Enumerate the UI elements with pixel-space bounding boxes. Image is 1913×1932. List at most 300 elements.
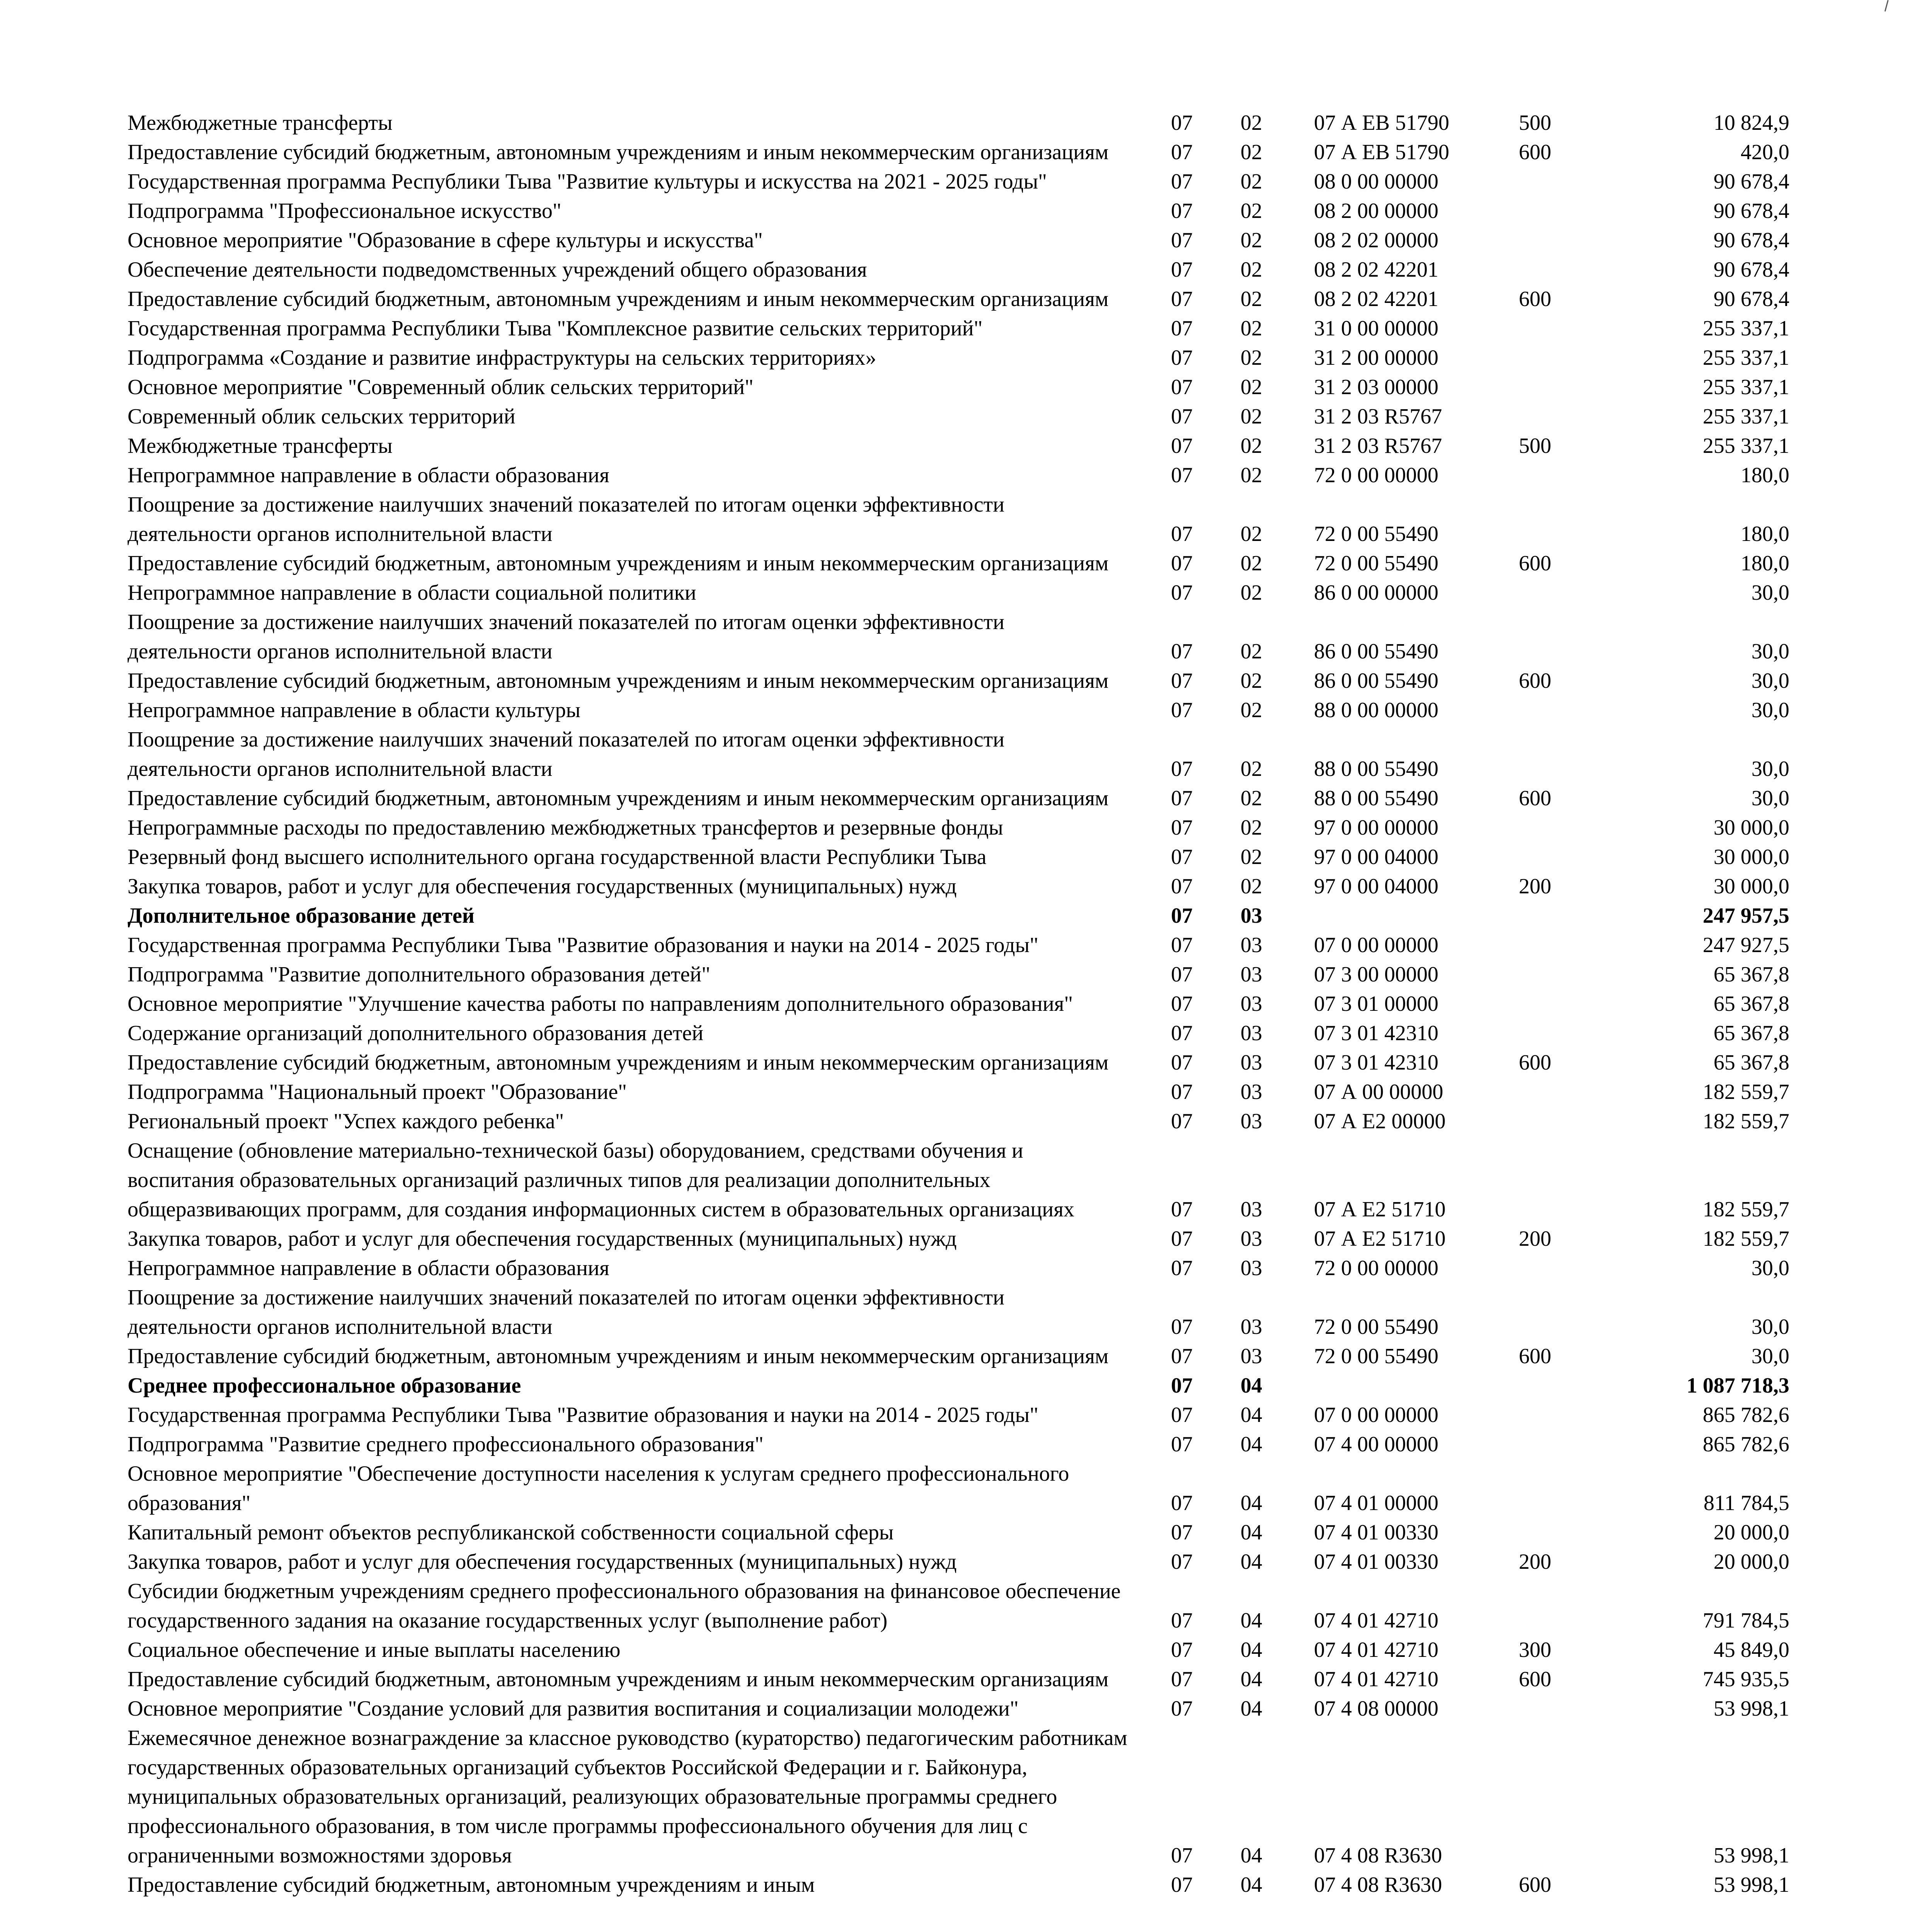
row-name: Оснащение (обновление материально-технической базы) оборудованием, средствами обучения и воспитания образовательных организаций различных типов для реализации дополнительных общеразвивающих программ, для создания информационных систем в образовательных организациях [128, 1139, 1074, 1221]
row-name: Межбюджетные трансферты [128, 434, 393, 458]
amount: 865 782,6 [1703, 1432, 1789, 1456]
subsection-code: 03 [1241, 933, 1262, 957]
subsection-code: 04 [1241, 1667, 1262, 1691]
expense-type-code: 600 [1519, 669, 1551, 693]
target-article-code: 08 0 00 00000 [1314, 170, 1438, 194]
table-row [128, 725, 1789, 784]
expense-type-code: 200 [1519, 874, 1551, 898]
target-article-code: 72 0 00 55490 [1314, 1344, 1438, 1368]
section-code: 07 [1171, 874, 1193, 898]
section-code: 07 [1171, 287, 1193, 311]
row-name: Основное мероприятие "Улучшение качества работы по направлениям дополнительного образования" [128, 992, 1073, 1016]
table-row [128, 930, 1789, 960]
expense-type-code: 600 [1519, 1873, 1551, 1897]
expense-type-code: 500 [1519, 434, 1551, 458]
row-name: Основное мероприятие "Образование в сфере культуры и искусства" [128, 228, 763, 252]
subsection-code: 04 [1241, 1844, 1262, 1867]
target-article-code: 97 0 00 04000 [1314, 874, 1438, 898]
target-article-code: 86 0 00 00000 [1314, 581, 1438, 605]
subsection-code: 03 [1241, 1051, 1262, 1075]
subsection-code: 04 [1241, 1638, 1262, 1662]
section-code: 07 [1171, 1550, 1193, 1574]
subsection-code: 02 [1241, 434, 1262, 458]
subsection-code: 02 [1241, 581, 1262, 605]
table-row [128, 1077, 1789, 1107]
amount: 1 087 718,3 [1687, 1374, 1789, 1398]
amount: 247 927,5 [1703, 933, 1789, 957]
row-name: Непрограммное направление в области образования [128, 463, 609, 487]
target-article-code: 07 А ЕВ 51790 [1314, 111, 1449, 135]
section-code: 07 [1171, 581, 1193, 605]
subsection-code: 02 [1241, 405, 1262, 429]
table-row [128, 1400, 1789, 1430]
amount: 30,0 [1751, 1256, 1789, 1280]
section-code: 07 [1171, 228, 1193, 252]
amount: 30 000,0 [1714, 845, 1789, 869]
section-code: 07 [1171, 845, 1193, 869]
row-name: Предоставление субсидий бюджетным, автономным учреждениям и иным некоммерческим организациям [128, 551, 1109, 575]
amount: 30,0 [1751, 786, 1789, 810]
section-code: 07 [1171, 346, 1193, 370]
subsection-code: 02 [1241, 170, 1262, 194]
row-name: Предоставление субсидий бюджетным, автономным учреждениям и иным некоммерческим организациям [128, 1051, 1109, 1075]
amount: 255 337,1 [1703, 346, 1789, 370]
row-name: Поощрение за достижение наилучших значений показателей по итогам оценки эффективности деятельности органов исполнительной власти [128, 728, 1005, 781]
target-article-code: 07 А ЕВ 51790 [1314, 140, 1449, 164]
row-name: Ежемесячное денежное вознаграждение за классное руководство (кураторство) педагогическим работникам государственных образовательных организаций субъектов Российской Федерации и г. Байконура, муниципальных образовательных организаций, реализующих образовательные программы среднего профессионального образования, в том числе программы профессионального обучения для лиц с ограниченными возможностями здоровья [128, 1726, 1127, 1867]
row-name: Предоставление субсидий бюджетным, автономным учреждениям и иным некоммерческим организациям [128, 1344, 1109, 1368]
table-row [128, 1253, 1789, 1283]
subsection-code: 02 [1241, 816, 1262, 840]
section-code: 07 [1171, 669, 1193, 693]
row-name: Государственная программа Республики Тыва "Развитие образования и науки на 2014 - 2025 годы" [128, 933, 1038, 957]
subsection-code: 03 [1241, 1256, 1262, 1280]
expense-type-code: 600 [1519, 786, 1551, 810]
section-code: 07 [1171, 1051, 1193, 1075]
table-row [128, 696, 1789, 725]
amount: 65 367,8 [1714, 1051, 1789, 1075]
target-article-code: 88 0 00 55490 [1314, 757, 1438, 781]
scan-artifact [1884, 0, 1889, 12]
subsection-code: 03 [1241, 1080, 1262, 1104]
section-code: 07 [1171, 522, 1193, 546]
subsection-code: 02 [1241, 140, 1262, 164]
subsection-code: 02 [1241, 463, 1262, 487]
subsection-code: 02 [1241, 111, 1262, 135]
row-name: Государственная программа Республики Тыва "Комплексное развитие сельских территорий" [128, 316, 983, 340]
row-name: Непрограммные расходы по предоставлению межбюджетных трансфертов и резервные фонды [128, 816, 1003, 840]
row-name: Поощрение за достижение наилучших значений показателей по итогам оценки эффективности деятельности органов исполнительной власти [128, 610, 1005, 663]
target-article-code: 07 4 01 00000 [1314, 1491, 1438, 1515]
table-row [128, 1518, 1789, 1547]
expense-type-code: 600 [1519, 551, 1551, 575]
target-article-code: 08 2 02 42201 [1314, 258, 1438, 282]
amount: 180,0 [1741, 522, 1789, 546]
section-code: 07 [1171, 1227, 1193, 1251]
section-code: 07 [1171, 1197, 1193, 1221]
table-row [128, 607, 1789, 666]
target-article-code: 07 0 00 00000 [1314, 1403, 1438, 1427]
section-code: 07 [1171, 1844, 1193, 1867]
row-name: Подпрограмма "Развитие дополнительного образования детей" [128, 963, 711, 986]
amount: 182 559,7 [1703, 1109, 1789, 1133]
target-article-code: 07 А Е2 00000 [1314, 1109, 1446, 1133]
amount: 255 337,1 [1703, 375, 1789, 399]
amount: 30,0 [1751, 757, 1789, 781]
subsection-code: 02 [1241, 228, 1262, 252]
table-row [128, 402, 1789, 431]
row-name: Государственная программа Республики Тыва "Развитие культуры и искусства на 2021 - 2025 годы" [128, 170, 1047, 194]
section-code: 07 [1171, 434, 1193, 458]
section-code: 07 [1171, 1315, 1193, 1339]
expense-type-code: 600 [1519, 1344, 1551, 1368]
amount: 182 559,7 [1703, 1227, 1789, 1251]
row-name: Среднее профессиональное образование [128, 1374, 521, 1398]
amount: 10 824,9 [1714, 111, 1789, 135]
target-article-code: 08 2 00 00000 [1314, 199, 1438, 223]
section-code: 07 [1171, 405, 1193, 429]
target-article-code: 97 0 00 04000 [1314, 845, 1438, 869]
target-article-code: 72 0 00 55490 [1314, 522, 1438, 546]
table-row [128, 226, 1789, 255]
subsection-code: 02 [1241, 316, 1262, 340]
table-row [128, 1048, 1789, 1077]
table-row [128, 1371, 1789, 1400]
target-article-code: 07 4 01 00330 [1314, 1550, 1438, 1574]
target-article-code: 07 4 01 42710 [1314, 1638, 1438, 1662]
target-article-code: 07 А 00 00000 [1314, 1080, 1443, 1104]
row-name: Дополнительное образование детей [128, 904, 475, 928]
table-row [128, 1665, 1789, 1694]
section-code: 07 [1171, 1491, 1193, 1515]
target-article-code: 07 3 01 42310 [1314, 1051, 1438, 1075]
row-name: Непрограммное направление в области социальной политики [128, 581, 696, 605]
row-name: Региональный проект "Успех каждого ребенка" [128, 1109, 564, 1133]
target-article-code: 88 0 00 00000 [1314, 698, 1438, 722]
amount: 90 678,4 [1714, 287, 1789, 311]
table-row [128, 138, 1789, 167]
target-article-code: 07 4 01 42710 [1314, 1667, 1438, 1691]
amount: 255 337,1 [1703, 316, 1789, 340]
amount: 45 849,0 [1714, 1638, 1789, 1662]
table-row [128, 284, 1789, 314]
row-name: Обеспечение деятельности подведомственных учреждений общего образования [128, 258, 867, 282]
target-article-code: 07 4 01 42710 [1314, 1609, 1438, 1633]
subsection-code: 03 [1241, 1109, 1262, 1133]
subsection-code: 02 [1241, 375, 1262, 399]
amount: 90 678,4 [1714, 258, 1789, 282]
table-row [128, 314, 1789, 343]
row-name: Социальное обеспечение и иные выплаты населению [128, 1638, 621, 1662]
table-row [128, 1107, 1789, 1136]
table-row [128, 196, 1789, 226]
section-code: 07 [1171, 1374, 1193, 1398]
expense-type-code: 200 [1519, 1227, 1551, 1251]
target-article-code: 72 0 00 00000 [1314, 463, 1438, 487]
target-article-code: 07 4 08 00000 [1314, 1697, 1438, 1721]
target-article-code: 72 0 00 55490 [1314, 551, 1438, 575]
amount: 20 000,0 [1714, 1520, 1789, 1544]
amount: 90 678,4 [1714, 199, 1789, 223]
subsection-code: 02 [1241, 522, 1262, 546]
subsection-code: 03 [1241, 1197, 1262, 1221]
row-name: Предоставление субсидий бюджетным, автономным учреждениям и иным некоммерческим организациям [128, 1667, 1109, 1691]
section-code: 07 [1171, 463, 1193, 487]
target-article-code: 07 4 01 00330 [1314, 1520, 1438, 1544]
table-row [128, 343, 1789, 372]
row-name: Основное мероприятие "Современный облик сельских территорий" [128, 375, 754, 399]
subsection-code: 02 [1241, 551, 1262, 575]
row-name: Резервный фонд высшего исполнительного органа государственной власти Республики Тыва [128, 845, 987, 869]
row-name: Предоставление субсидий бюджетным, автономным учреждениям и иным некоммерческим организациям [128, 140, 1109, 164]
table-row [128, 1019, 1789, 1048]
table-row [128, 578, 1789, 607]
section-code: 07 [1171, 757, 1193, 781]
section-code: 07 [1171, 816, 1193, 840]
section-code: 07 [1171, 639, 1193, 663]
section-code: 07 [1171, 963, 1193, 986]
row-name: Непрограммное направление в области образования [128, 1256, 609, 1280]
target-article-code: 31 2 03 R5767 [1314, 434, 1442, 458]
table-row [128, 1694, 1789, 1723]
subsection-code: 03 [1241, 904, 1262, 928]
row-name: Предоставление субсидий бюджетным, автономным учреждениям и иным [128, 1873, 815, 1897]
subsection-code: 04 [1241, 1873, 1262, 1897]
section-code: 07 [1171, 170, 1193, 194]
section-code: 07 [1171, 1520, 1193, 1544]
target-article-code: 07 0 00 00000 [1314, 933, 1438, 957]
subsection-code: 02 [1241, 258, 1262, 282]
table-row [128, 461, 1789, 490]
section-code: 07 [1171, 1256, 1193, 1280]
subsection-code: 03 [1241, 1021, 1262, 1045]
section-code: 07 [1171, 1638, 1193, 1662]
table-row [128, 842, 1789, 872]
target-article-code: 07 3 00 00000 [1314, 963, 1438, 986]
section-code: 07 [1171, 1021, 1193, 1045]
row-name: Предоставление субсидий бюджетным, автономным учреждениям и иным некоммерческим организациям [128, 287, 1109, 311]
amount: 182 559,7 [1703, 1197, 1789, 1221]
subsection-code: 02 [1241, 698, 1262, 722]
amount: 20 000,0 [1714, 1550, 1789, 1574]
section-code: 07 [1171, 1344, 1193, 1368]
subsection-code: 03 [1241, 1315, 1262, 1339]
target-article-code: 31 0 00 00000 [1314, 316, 1438, 340]
table-row [128, 1430, 1789, 1459]
table-row [128, 1283, 1789, 1342]
amount: 247 957,5 [1703, 904, 1789, 928]
target-article-code: 97 0 00 00000 [1314, 816, 1438, 840]
table-row [128, 813, 1789, 842]
section-code: 07 [1171, 1109, 1193, 1133]
target-article-code: 86 0 00 55490 [1314, 669, 1438, 693]
row-name: Подпрограмма "Национальный проект "Образование" [128, 1080, 627, 1104]
amount: 420,0 [1741, 140, 1789, 164]
amount: 30,0 [1751, 669, 1789, 693]
table-row [128, 901, 1789, 930]
amount: 65 367,8 [1714, 963, 1789, 986]
amount: 30,0 [1751, 698, 1789, 722]
table-row [128, 372, 1789, 402]
expense-type-code: 300 [1519, 1638, 1551, 1662]
subsection-code: 04 [1241, 1697, 1262, 1721]
section-code: 07 [1171, 199, 1193, 223]
section-code: 07 [1171, 904, 1193, 928]
target-article-code: 07 3 01 42310 [1314, 1021, 1438, 1045]
amount: 255 337,1 [1703, 405, 1789, 429]
amount: 180,0 [1741, 463, 1789, 487]
row-name: Подпрограмма "Развитие среднего профессионального образования" [128, 1432, 764, 1456]
amount: 180,0 [1741, 551, 1789, 575]
row-name: Содержание организаций дополнительного образования детей [128, 1021, 704, 1045]
expense-type-code: 600 [1519, 1051, 1551, 1075]
amount: 53 998,1 [1714, 1697, 1789, 1721]
target-article-code: 72 0 00 55490 [1314, 1315, 1438, 1339]
table-row [128, 1342, 1789, 1371]
target-article-code: 07 А Е2 51710 [1314, 1227, 1446, 1251]
section-code: 07 [1171, 786, 1193, 810]
section-code: 07 [1171, 111, 1193, 135]
row-name: Современный облик сельских территорий [128, 405, 516, 429]
amount: 53 998,1 [1714, 1844, 1789, 1867]
section-code: 07 [1171, 1667, 1193, 1691]
row-name: Предоставление субсидий бюджетным, автономным учреждениям и иным некоммерческим организациям [128, 669, 1109, 693]
subsection-code: 04 [1241, 1520, 1262, 1544]
target-article-code: 31 2 00 00000 [1314, 346, 1438, 370]
row-name: Подпрограмма «Создание и развитие инфраструктуры на сельских территориях» [128, 346, 877, 370]
section-code: 07 [1171, 140, 1193, 164]
subsection-code: 04 [1241, 1609, 1262, 1633]
row-name: Межбюджетные трансферты [128, 111, 393, 135]
target-article-code: 07 4 00 00000 [1314, 1432, 1438, 1456]
table-row [128, 1870, 1789, 1900]
row-name: Основное мероприятие "Создание условий для развития воспитания и социализации молодежи" [128, 1697, 1019, 1721]
budget-table [128, 108, 1789, 1900]
row-name: Государственная программа Республики Тыва "Развитие образования и науки на 2014 - 2025 годы" [128, 1403, 1038, 1427]
target-article-code: 08 2 02 42201 [1314, 287, 1438, 311]
row-name: Закупка товаров, работ и услуг для обеспечения государственных (муниципальных) нужд [128, 1550, 957, 1574]
table-row [128, 1723, 1789, 1870]
amount: 30,0 [1751, 1344, 1789, 1368]
subsection-code: 03 [1241, 992, 1262, 1016]
table-row [128, 1547, 1789, 1577]
section-code: 07 [1171, 698, 1193, 722]
section-code: 07 [1171, 1432, 1193, 1456]
amount: 182 559,7 [1703, 1080, 1789, 1104]
amount: 791 784,5 [1703, 1609, 1789, 1633]
section-code: 07 [1171, 316, 1193, 340]
amount: 865 782,6 [1703, 1403, 1789, 1427]
expense-type-code: 600 [1519, 1667, 1551, 1691]
amount: 30,0 [1751, 581, 1789, 605]
row-name: Подпрограмма "Профессиональное искусство" [128, 199, 562, 223]
section-code: 07 [1171, 1697, 1193, 1721]
target-article-code: 08 2 02 00000 [1314, 228, 1438, 252]
table-row [128, 666, 1789, 696]
subsection-code: 02 [1241, 845, 1262, 869]
subsection-code: 02 [1241, 287, 1262, 311]
amount: 745 935,5 [1703, 1667, 1789, 1691]
table-row [128, 1224, 1789, 1253]
amount: 30,0 [1751, 1315, 1789, 1339]
table-row [128, 431, 1789, 461]
table-row [128, 872, 1789, 901]
subsection-code: 04 [1241, 1550, 1262, 1574]
row-name: Субсидии бюджетным учреждениям среднего профессионального образования на финансовое обеспечение государственного задания на оказание государственных услуг (выполнение работ) [128, 1579, 1121, 1633]
section-code: 07 [1171, 1609, 1193, 1633]
row-name: Основное мероприятие "Обеспечение доступности населения к услугам среднего профессионального образования" [128, 1462, 1069, 1515]
subsection-code: 04 [1241, 1403, 1262, 1427]
expense-type-code: 600 [1519, 287, 1551, 311]
expense-type-code: 600 [1519, 140, 1551, 164]
target-article-code: 07 4 08 R3630 [1314, 1873, 1442, 1897]
table-row [128, 1635, 1789, 1665]
table-row [128, 1577, 1789, 1635]
row-name: Непрограммное направление в области культуры [128, 698, 580, 722]
amount: 90 678,4 [1714, 170, 1789, 194]
target-article-code: 07 А Е2 51710 [1314, 1197, 1446, 1221]
amount: 811 784,5 [1704, 1491, 1789, 1515]
subsection-code: 02 [1241, 757, 1262, 781]
table-row [128, 490, 1789, 549]
subsection-code: 03 [1241, 963, 1262, 986]
row-name: Закупка товаров, работ и услуг для обеспечения государственных (муниципальных) нужд [128, 1227, 957, 1251]
table-row [128, 960, 1789, 989]
section-code: 07 [1171, 1403, 1193, 1427]
amount: 30 000,0 [1714, 816, 1789, 840]
table-row [128, 255, 1789, 284]
table-row [128, 1136, 1789, 1224]
expense-type-code: 200 [1519, 1550, 1551, 1574]
subsection-code: 02 [1241, 874, 1262, 898]
amount: 30,0 [1751, 639, 1789, 663]
subsection-code: 02 [1241, 199, 1262, 223]
subsection-code: 02 [1241, 346, 1262, 370]
section-code: 07 [1171, 1080, 1193, 1104]
target-article-code: 31 2 03 00000 [1314, 375, 1438, 399]
amount: 65 367,8 [1714, 992, 1789, 1016]
target-article-code: 86 0 00 55490 [1314, 639, 1438, 663]
target-article-code: 31 2 03 R5767 [1314, 405, 1442, 429]
section-code: 07 [1171, 375, 1193, 399]
section-code: 07 [1171, 992, 1193, 1016]
row-name: Предоставление субсидий бюджетным, автономным учреждениям и иным некоммерческим организациям [128, 786, 1109, 810]
section-code: 07 [1171, 1873, 1193, 1897]
subsection-code: 04 [1241, 1432, 1262, 1456]
row-name: Закупка товаров, работ и услуг для обеспечения государственных (муниципальных) нужд [128, 874, 957, 898]
table-row [128, 784, 1789, 813]
subsection-code: 02 [1241, 669, 1262, 693]
table-row [128, 1459, 1789, 1518]
row-name: Поощрение за достижение наилучших значений показателей по итогам оценки эффективности деятельности органов исполнительной власти [128, 493, 1005, 546]
subsection-code: 03 [1241, 1227, 1262, 1251]
row-name: Капитальный ремонт объектов республиканской собственности социальной сферы [128, 1520, 894, 1544]
subsection-code: 04 [1241, 1491, 1262, 1515]
target-article-code: 07 4 08 R3630 [1314, 1844, 1442, 1867]
target-article-code: 07 3 01 00000 [1314, 992, 1438, 1016]
subsection-code: 02 [1241, 786, 1262, 810]
amount: 90 678,4 [1714, 228, 1789, 252]
target-article-code: 72 0 00 00000 [1314, 1256, 1438, 1280]
table-row [128, 549, 1789, 578]
section-code: 07 [1171, 551, 1193, 575]
table-row [128, 989, 1789, 1019]
section-code: 07 [1171, 258, 1193, 282]
amount: 30 000,0 [1714, 874, 1789, 898]
table-row [128, 108, 1789, 138]
expense-type-code: 500 [1519, 111, 1551, 135]
amount: 65 367,8 [1714, 1021, 1789, 1045]
